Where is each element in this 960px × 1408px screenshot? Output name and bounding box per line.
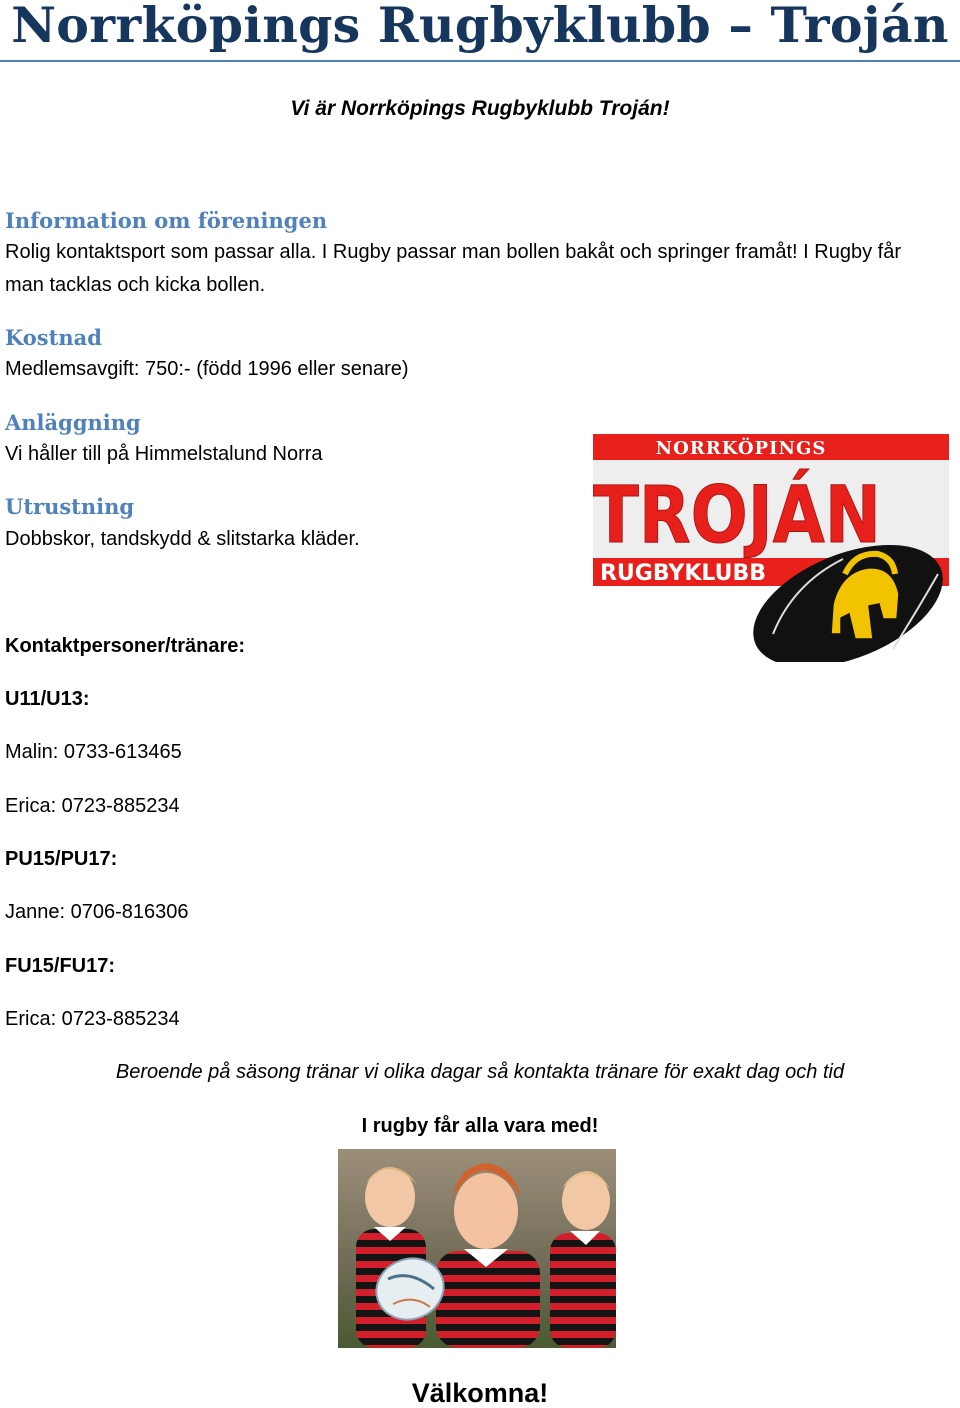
- anlaggning-text: Vi håller till på Himmelstalund Norra: [5, 443, 323, 465]
- group-pu15-pu17: PU15/PU17:: [5, 848, 118, 870]
- kids-rugby-photo: [338, 1149, 616, 1348]
- kids-playing-rugby-photo: [338, 1149, 616, 1348]
- logo-bottom-text: RUGBYKLUBB: [599, 561, 767, 586]
- intro-text: Vi är Norrköpings Rugbyklubb Troján!: [290, 97, 670, 120]
- motto-text: I rugby får alla vara med!: [361, 1115, 599, 1137]
- contact-erica-u11: Erica: 0723-885234: [5, 795, 180, 817]
- trojan-helmet-rugby-ball-icon: [593, 434, 949, 662]
- section-heading-information: Information om föreningen: [5, 208, 328, 233]
- logo-main-text: TROJÁN: [593, 471, 928, 561]
- section-heading-anlaggning: Anläggning: [5, 410, 141, 435]
- title-underline: [0, 60, 960, 62]
- kostnad-text: Medlemsavgift: 750:- (född 1996 eller senare): [5, 358, 409, 380]
- utrustning-text: Dobbskor, tandskydd & slitstarka kläder.: [5, 528, 360, 550]
- contact-erica-fu15: Erica: 0723-885234: [5, 1008, 180, 1030]
- information-line-1: Rolig kontaktsport som passar alla. I Rugby passar man bollen bakåt och springer framåt! I Rugby får: [5, 241, 901, 263]
- information-line-2: man tacklas och kicka bollen.: [5, 274, 266, 296]
- schedule-note: Beroende på säsong tränar vi olika dagar så kontakta tränare för exakt dag och tid: [115, 1061, 845, 1083]
- page-title: Norrköpings Rugbyklubb – Troján: [11, 0, 949, 54]
- welcome-text: Välkomna!: [411, 1378, 549, 1408]
- logo-top-text: NORRKÖPINGS: [655, 438, 827, 459]
- section-heading-utrustning: Utrustning: [5, 494, 135, 519]
- group-fu15-fu17: FU15/FU17:: [5, 955, 116, 977]
- contact-malin: Malin: 0733-613465: [5, 741, 182, 763]
- contact-janne: Janne: 0706-816306: [5, 901, 189, 923]
- contacts-heading: Kontaktpersoner/tränare:: [5, 635, 246, 657]
- section-heading-kostnad: Kostnad: [5, 325, 102, 350]
- trojan-logo: [593, 434, 949, 662]
- group-u11-u13: U11/U13:: [5, 688, 90, 710]
